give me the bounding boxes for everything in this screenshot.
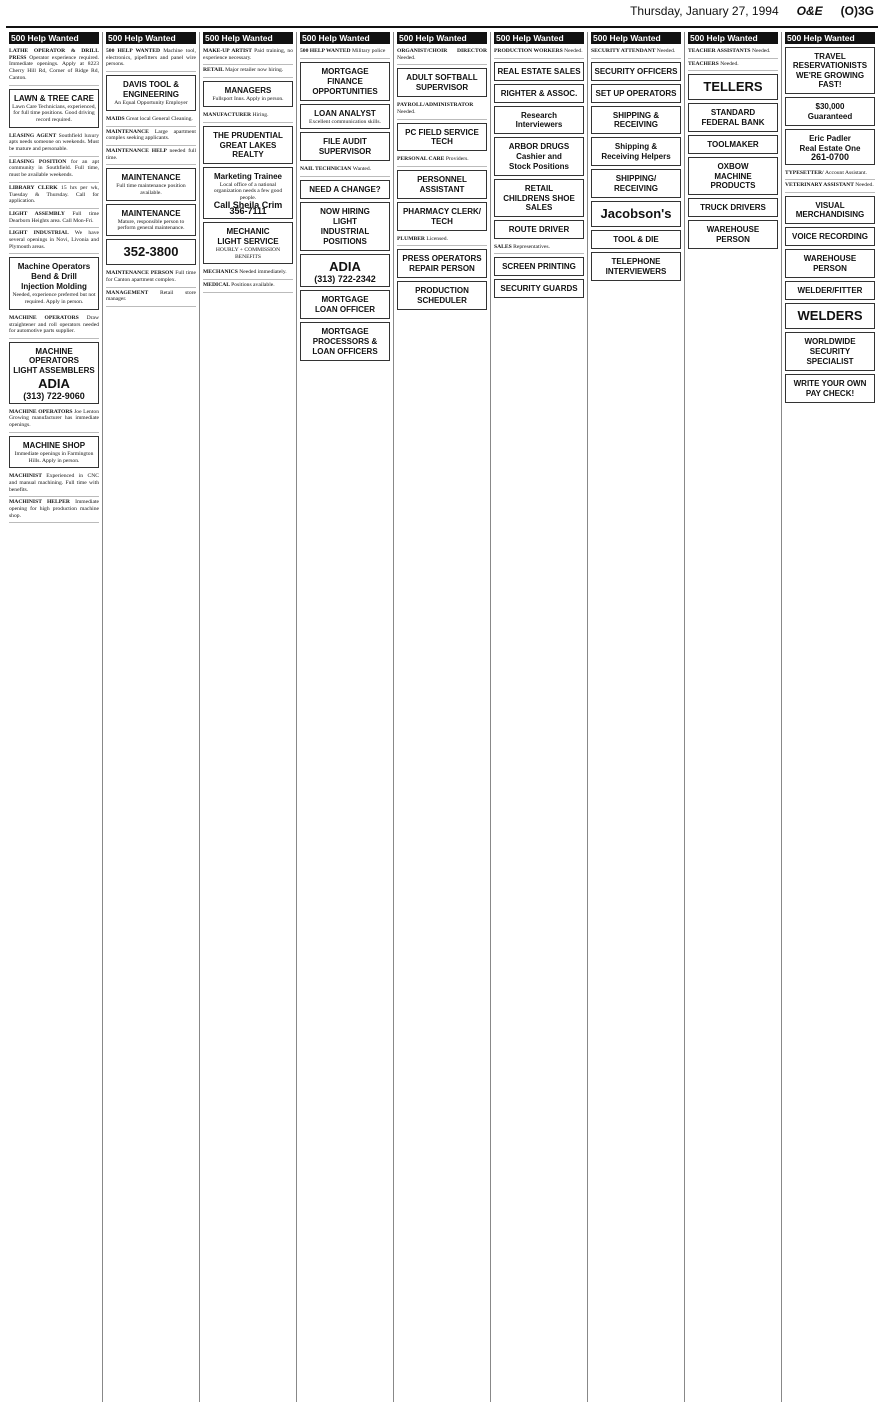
- display-ad: [494, 220, 584, 239]
- ad-body: for an apt community in Southfield. Full time, must be available weekends.: [9, 158, 99, 179]
- display-ad: [397, 123, 487, 151]
- display-ad: [785, 249, 875, 278]
- display-ad: [300, 254, 390, 287]
- ad-title: TEACHERS: [688, 60, 721, 67]
- ad-heading: INDUSTRIAL: [320, 227, 370, 237]
- ad-heading: TOOLMAKER: [707, 140, 759, 150]
- ad-heading: PERSON: [813, 264, 847, 274]
- ad-heading: TOOL & DIE: [613, 234, 659, 244]
- ad-heading: MAINTENANCE: [121, 173, 181, 183]
- ad-heading: LIGHT ASSEMBLERS: [13, 365, 95, 375]
- ad-body: Representatives.: [513, 243, 550, 250]
- display-ad: [397, 249, 487, 278]
- section-header: 500 Help Wanted: [494, 32, 584, 44]
- classified-columns: [6, 32, 878, 1402]
- classified-ad: [9, 471, 99, 497]
- classified-ad: [397, 234, 487, 247]
- display-ad: [688, 103, 778, 132]
- ad-body: Excellent communication skills.: [309, 118, 381, 125]
- classified-ad: [785, 168, 875, 181]
- ad-title: PAYROLL/ADMINISTRATOR: [397, 102, 474, 109]
- classified-column: [394, 32, 491, 1402]
- section-header: 500 Help Wanted: [203, 32, 293, 44]
- ad-heading: FILE AUDIT: [323, 137, 367, 147]
- section-header: 500 Help Wanted: [397, 32, 487, 44]
- ad-title: PLUMBER: [397, 235, 427, 242]
- display-ad: [591, 106, 681, 134]
- display-ad: [785, 129, 875, 165]
- classified-ad: [106, 288, 196, 307]
- ad-heading: Machine Operators: [17, 262, 91, 272]
- section-header: 500 Help Wanted: [688, 32, 778, 44]
- ad-heading: WELDER/FITTER: [797, 286, 863, 296]
- display-ad: [106, 204, 196, 236]
- classified-ad: [9, 209, 99, 228]
- classified-column: [103, 32, 200, 1402]
- ad-heading: RECEIVING: [613, 183, 658, 193]
- ad-title: SALES: [494, 243, 514, 250]
- ad-heading: LOAN OFFICERS: [312, 346, 378, 356]
- display-ad: [203, 167, 293, 220]
- ad-title: MANAGEMENT: [106, 289, 160, 296]
- ad-title: ORGANIST/CHOIR DIRECTOR: [397, 48, 487, 54]
- ad-body: Needed.: [720, 60, 739, 67]
- ad-body: Full time for Canton apartment complex.: [106, 270, 196, 283]
- display-ad: [591, 84, 681, 103]
- ad-heading: RETAIL: [524, 183, 554, 193]
- ad-heading: Stock Positions: [508, 161, 569, 171]
- ad-body: Machine tool, electronics, pipefitters and panel wire persons.: [106, 48, 196, 68]
- display-ad: [397, 68, 487, 97]
- ad-body: Needed.: [564, 48, 583, 54]
- ad-heading: FINANCE: [327, 76, 363, 86]
- classified-ad: [9, 157, 99, 183]
- ad-heading: ASSISTANT: [419, 184, 465, 194]
- ad-heading: WE'RE GROWING FAST!: [795, 71, 865, 89]
- classified-ad: [300, 164, 390, 177]
- ad-heading: OXBOW: [717, 162, 749, 172]
- ad-body: Needed.: [855, 182, 874, 189]
- ad-body: Local office of a national organization needs a few good people.: [213, 181, 283, 201]
- ad-heading: Injection Molding: [21, 282, 87, 292]
- ad-body: 15 hrs per wk, Tuesday & Thursday. Call for application.: [9, 184, 99, 205]
- display-ad: [397, 202, 487, 231]
- ad-body: HOURLY + COMMISSION BENEFITS: [215, 247, 281, 260]
- ad-heading: Real Estate One: [799, 144, 861, 153]
- ad-body: Paid training, no experience necessary.: [203, 48, 293, 61]
- ad-title: TEACHER ASSISTANTS: [688, 48, 752, 54]
- display-ad: [203, 126, 293, 164]
- ad-body: Needed.: [656, 48, 676, 54]
- ad-heading: CHILDRENS SHOE SALES: [503, 193, 575, 212]
- classified-ad: [494, 242, 584, 255]
- ad-title: MAINTENANCE: [106, 128, 155, 135]
- ad-heading: Bend & Drill: [31, 272, 77, 282]
- ad-title: MECHANICS: [203, 269, 240, 276]
- display-ad: [591, 252, 681, 281]
- masthead-date: Thursday, January 27, 1994: [630, 4, 779, 18]
- section-header: 500 Help Wanted: [106, 32, 196, 44]
- ad-body: Needed.: [397, 54, 416, 61]
- ad-title: LIGHT ASSEMBLY: [9, 210, 73, 217]
- ad-body: Immediate opening for high production machine shop.: [9, 499, 99, 519]
- ad-title: MACHINE OPERATORS: [9, 408, 75, 415]
- display-ad: [785, 281, 875, 300]
- classified-column: [685, 32, 782, 1402]
- ad-body: Operator experience required. Immediate openings. Apply at 8223 Cherry Hill Rd, Corner of Ridge Rd, Canton.: [9, 54, 99, 81]
- ad-heading: MAINTENANCE: [121, 208, 181, 218]
- ad-heading: FEDERAL BANK: [701, 118, 765, 128]
- ad-phone: (313) 722-2342: [314, 274, 376, 285]
- ad-body: Providers.: [445, 155, 469, 162]
- ad-title: 500 HELP WANTED: [106, 48, 164, 54]
- classified-ad: [300, 46, 390, 59]
- ad-heading: SUPERVISOR: [415, 83, 469, 93]
- ad-title: LIGHT INDUSTRIAL: [9, 230, 75, 237]
- display-ad: [203, 222, 293, 264]
- ad-headline: Jacobson's: [600, 205, 672, 221]
- classified-ad: [203, 267, 293, 280]
- ad-heading: ARBOR DRUGS: [508, 141, 570, 151]
- ad-body: Great local General Cleaning.: [126, 115, 193, 122]
- classified-ad: [397, 154, 487, 167]
- display-ad: [591, 169, 681, 198]
- display-ad: [300, 132, 390, 161]
- display-ad: [785, 196, 875, 224]
- ad-body: Southfield luxury apts needs someone on weekends. Must be mature and personable.: [9, 132, 99, 153]
- ad-heading: PERSON: [716, 235, 750, 245]
- ad-heading: SCHEDULER: [417, 296, 467, 306]
- display-ad: [785, 47, 875, 94]
- classified-ad: [106, 268, 196, 287]
- ad-heading: INTERVIEWERS: [605, 266, 667, 276]
- ad-body: Experienced in CNC and manual machining. Full time with benefits.: [9, 473, 99, 493]
- display-ad: [785, 303, 875, 329]
- ad-body: An Equal Opportunity Employer: [114, 100, 188, 107]
- display-ad: [106, 239, 196, 265]
- classified-ad: [203, 110, 293, 123]
- ad-title: SECURITY ATTENDANT: [591, 48, 657, 54]
- display-ad: [785, 97, 875, 126]
- ad-heading: MORTGAGE: [321, 294, 369, 304]
- classified-ad: [203, 46, 293, 65]
- classified-ad: [591, 46, 681, 59]
- ad-headline: TELLERS: [703, 79, 763, 95]
- display-ad: [300, 202, 390, 251]
- ad-heading: Receiving Helpers: [601, 151, 671, 161]
- ad-heading: MACHINE PRODUCTS: [710, 172, 756, 191]
- classified-ad: [203, 65, 293, 78]
- ad-heading: DAVIS TOOL &: [122, 80, 179, 90]
- ad-heading: SECURITY GUARDS: [500, 284, 578, 294]
- ad-title: PRODUCTION WORKERS: [494, 48, 565, 54]
- classified-column: [297, 32, 394, 1402]
- ad-body: Needed immediately.: [239, 269, 287, 276]
- ad-body: Military police: [351, 48, 386, 54]
- ad-heading: TECH: [431, 216, 453, 226]
- ad-heading: Guaranteed: [807, 112, 853, 121]
- ad-heading: SECURITY OFFICERS: [594, 66, 678, 76]
- display-ad: [397, 170, 487, 199]
- ad-heading: MANAGERS: [224, 86, 272, 96]
- ad-heading: ADULT SOFTBALL: [406, 73, 478, 83]
- ad-heading: PAY CHECK!: [805, 389, 855, 399]
- classified-ad: [397, 100, 487, 119]
- ad-headline: WELDERS: [797, 308, 863, 324]
- display-ad: [591, 62, 681, 81]
- ad-title: MAIDS: [106, 115, 127, 122]
- ad-heading: PROCESSORS &: [312, 336, 378, 346]
- ad-body: Needed.: [751, 48, 771, 54]
- ad-heading: LIGHT SERVICE: [217, 237, 279, 247]
- ad-heading: REAL ESTATE SALES: [497, 66, 581, 76]
- classified-ad: [397, 46, 487, 65]
- ad-heading: LIGHT: [333, 217, 357, 227]
- classified-column: [200, 32, 297, 1402]
- ad-heading: MECHANIC: [226, 227, 270, 237]
- ad-title: MANUFACTURER: [203, 111, 253, 118]
- ad-title: MEDICAL: [203, 282, 232, 289]
- classified-ad: [688, 46, 778, 59]
- display-ad: [9, 89, 99, 128]
- ad-heading: Marketing Trainee: [213, 171, 283, 181]
- ad-title: VETERINARY ASSISTANT: [785, 182, 856, 189]
- ad-body: Immediate openings in Farmington Hills. Apply in person.: [14, 450, 94, 464]
- masthead-page: (O)3G: [840, 4, 874, 18]
- display-ad: [9, 436, 99, 468]
- display-ad: [688, 135, 778, 154]
- ad-title: RETAIL: [203, 67, 226, 74]
- ad-body: Lawn Care Technicians, experienced, for full time positions. Good driving record required.: [12, 103, 96, 123]
- classified-ad: [203, 280, 293, 293]
- classified-ad: [785, 180, 875, 193]
- ad-body: Account Assistant.: [824, 169, 867, 176]
- ad-heading: ENGINEERING: [122, 90, 179, 100]
- classified-ad: [9, 183, 99, 209]
- display-ad: [494, 137, 584, 176]
- display-ad: [688, 157, 778, 195]
- ad-heading: VOICE RECORDING: [791, 232, 868, 242]
- classified-column: [782, 32, 878, 1402]
- ad-heading: $30,000: [815, 102, 845, 111]
- ad-phone: Call Sheila Crim 356-7111: [213, 199, 283, 217]
- ad-title: MACHINIST: [9, 473, 47, 480]
- classified-ad: [106, 127, 196, 146]
- section-header: 500 Help Wanted: [785, 32, 875, 44]
- ad-heading: PHARMACY CLERK/: [402, 206, 482, 216]
- display-ad: [591, 137, 681, 166]
- ad-body: Needed, experience preferred but not required. Apply in person.: [12, 292, 96, 306]
- display-ad: [494, 62, 584, 81]
- ad-heading: VISUAL MERCHANDISING: [795, 201, 865, 220]
- display-ad: [785, 332, 875, 371]
- ad-headline: 352-3800: [123, 244, 179, 260]
- ad-body: Large apartment complex seeking applicants.: [106, 128, 196, 142]
- ad-heading: Shipping &: [614, 141, 658, 151]
- ad-title: LEASING AGENT: [9, 132, 59, 139]
- classified-column: [491, 32, 588, 1402]
- ad-heading: WAREHOUSE: [803, 254, 857, 264]
- display-ad: [300, 104, 390, 130]
- display-ad: [688, 220, 778, 249]
- classified-ad: [688, 59, 778, 72]
- ad-heading: LOAN OFFICER: [315, 304, 375, 314]
- display-ad: [591, 230, 681, 249]
- ad-title: MAKE-UP ARTIST: [203, 48, 255, 54]
- display-ad: [300, 322, 390, 361]
- ad-body: Licensed.: [426, 235, 448, 242]
- ad-title: MACHINE OPERATORS: [9, 314, 87, 321]
- ad-heading: RIGHTER & ASSOC.: [500, 88, 578, 98]
- classified-ad: [106, 146, 196, 165]
- ad-heading: PC FIELD SERVICE TECH: [405, 127, 479, 146]
- ad-heading: WORLDWIDE: [804, 337, 856, 347]
- display-ad: [397, 281, 487, 310]
- ad-heading: SHIPPING & RECEIVING: [612, 110, 660, 129]
- ad-heading: POSITIONS: [323, 237, 367, 247]
- ad-heading: PRODUCTION: [415, 286, 469, 296]
- ad-title: LATHE OPERATOR & DRILL PRESS: [9, 48, 99, 61]
- ad-heading: LAWN & TREE CARE: [14, 93, 94, 103]
- ad-phone: 261-0700: [810, 152, 850, 162]
- display-ad: [300, 62, 390, 101]
- display-ad: [106, 168, 196, 200]
- classified-ad: [9, 497, 99, 523]
- classified-column: [588, 32, 685, 1402]
- ad-heading: GREAT LAKES REALTY: [219, 140, 277, 159]
- ad-title: MAINTENANCE HELP: [106, 147, 170, 154]
- display-ad: [494, 84, 584, 103]
- ad-heading: SPECIALIST: [806, 357, 854, 367]
- ad-heading: TRUCK DRIVERS: [700, 203, 766, 213]
- ad-body: Fullsport Inns. Apply in person.: [212, 96, 284, 103]
- ad-heading: NEED A CHANGE?: [309, 185, 381, 195]
- ad-heading: TRAVEL RESERVATIONISTS: [792, 52, 868, 70]
- ad-heading: SHIPPING/: [615, 173, 657, 183]
- ad-heading: LOAN ANALYST: [314, 108, 376, 118]
- ad-body: Needed.: [397, 109, 416, 116]
- section-header: 500 Help Wanted: [9, 32, 99, 44]
- ad-heading: SCREEN PRINTING: [502, 262, 576, 272]
- ad-title: LEASING POSITION: [9, 158, 71, 165]
- ad-heading: THE PRUDENTIAL: [213, 130, 283, 140]
- ad-heading: WRITE YOUR OWN: [793, 379, 867, 389]
- display-ad: [494, 257, 584, 276]
- ad-heading: TELEPHONE: [611, 256, 661, 266]
- display-ad: [9, 257, 99, 309]
- ad-heading: SUPERVISOR: [318, 147, 372, 157]
- ad-body: We have several openings in Novi, Livonia and Plymouth areas.: [9, 230, 99, 250]
- display-ad: [591, 201, 681, 227]
- ad-headline: ADIA: [38, 375, 70, 391]
- ad-title: TYPESETTER/: [785, 169, 825, 176]
- ad-body: Draw straightener and roll operators needed for automotive parts supplier.: [9, 314, 99, 335]
- display-ad: [688, 198, 778, 217]
- ad-heading: WAREHOUSE: [706, 225, 760, 235]
- classified-ad: [9, 131, 99, 157]
- classified-ad: [106, 46, 196, 72]
- classified-ad: [9, 46, 99, 86]
- display-ad: [494, 106, 584, 134]
- ad-body: Full time maintenance position available.: [116, 183, 186, 197]
- ad-heading: MORTGAGE: [321, 66, 369, 76]
- classified-ad: [9, 228, 99, 254]
- display-ad: [494, 279, 584, 298]
- ad-title: NAIL TECHNICIAN: [300, 166, 353, 173]
- display-ad: [300, 180, 390, 199]
- ad-heading: MACHINE SHOP: [22, 440, 86, 450]
- ad-heading: STANDARD: [710, 108, 756, 118]
- ad-body: Mature, responsible person to perform general maintenance.: [117, 218, 185, 232]
- ad-heading: SECURITY: [809, 347, 851, 357]
- classified-ad: [9, 407, 99, 433]
- ad-heading: MORTGAGE: [321, 326, 369, 336]
- display-ad: [494, 179, 584, 217]
- ad-body: Retail store manager.: [106, 289, 196, 303]
- ad-heading: SET UP OPERATORS: [595, 88, 677, 98]
- ad-title: 500 HELP WANTED: [300, 48, 352, 54]
- display-ad: [300, 290, 390, 319]
- ad-headline: ADIA: [329, 259, 361, 275]
- display-ad: [785, 374, 875, 403]
- ad-body: Wanted.: [352, 166, 372, 173]
- ad-heading: Cashier and: [516, 151, 562, 161]
- display-ad: [785, 227, 875, 246]
- ad-heading: PERSONNEL: [417, 174, 467, 184]
- ad-heading: REPAIR PERSON: [409, 264, 475, 274]
- ad-title: PERSONAL CARE: [397, 155, 446, 162]
- ad-phone: (313) 722-9060: [23, 390, 85, 401]
- classified-ad: [9, 313, 99, 339]
- ad-body: Joe Lenton Growing manufacturer has immediate openings.: [9, 408, 100, 429]
- ad-title: LIBRARY CLERK: [9, 184, 62, 191]
- masthead: [6, 4, 878, 28]
- display-ad: [9, 342, 99, 404]
- ad-body: needed full time.: [106, 147, 196, 161]
- ad-body: Positions available.: [231, 282, 275, 289]
- ad-heading: Eric Padler: [809, 134, 851, 143]
- ad-heading: NOW HIRING: [320, 207, 370, 217]
- ad-heading: OPPORTUNITIES: [312, 86, 378, 96]
- ad-title: MAINTENANCE PERSON: [106, 270, 176, 277]
- ad-body: Full time Dearborn Heights area. Call Mon-Fri.: [9, 210, 100, 224]
- section-header: 500 Help Wanted: [300, 32, 390, 44]
- ad-body: Hiring.: [252, 111, 269, 118]
- display-ad: [106, 75, 196, 111]
- ad-heading: ROUTE DRIVER: [508, 224, 570, 234]
- ad-body: Major retailer now hiring.: [225, 67, 284, 74]
- display-ad: [688, 74, 778, 100]
- display-ad: [203, 81, 293, 107]
- classified-column: [6, 32, 103, 1402]
- ad-title: MACHINIST HELPER: [9, 499, 76, 506]
- classified-ad: [106, 114, 196, 127]
- ad-heading: MACHINE OPERATORS: [29, 346, 79, 365]
- ad-heading: Research Interviewers: [515, 110, 563, 129]
- section-header: 500 Help Wanted: [591, 32, 681, 44]
- classified-ad: [494, 46, 584, 59]
- ad-heading: PRESS OPERATORS: [402, 254, 482, 264]
- masthead-publication: O&E: [796, 4, 823, 18]
